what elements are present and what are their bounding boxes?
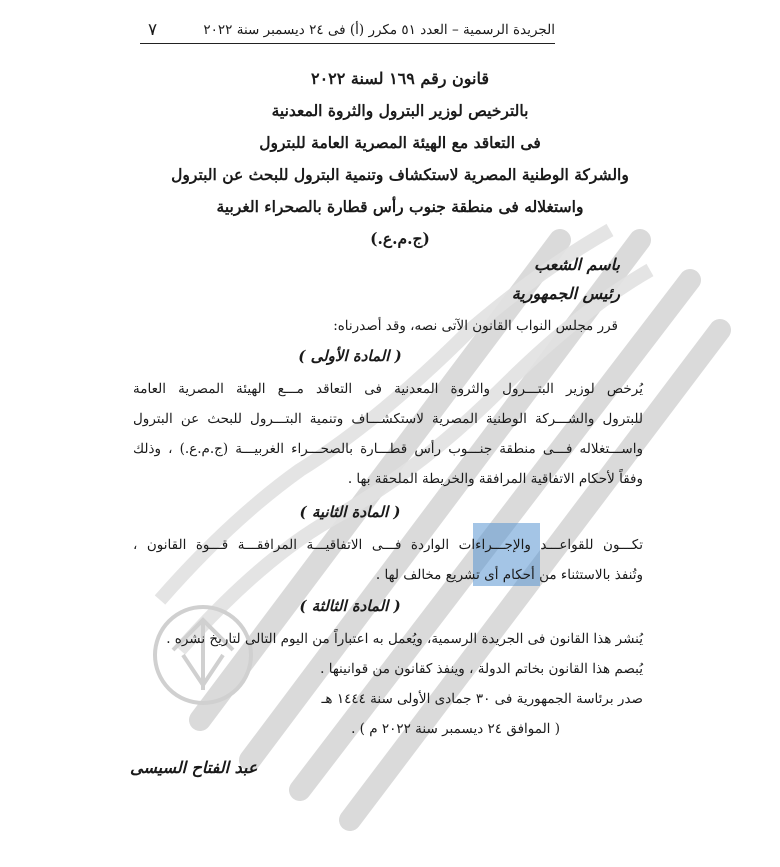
article-3-line: يُنشر هذا القانون فى الجريدة الرسمية، ويُعمل به اعتباراً من اليوم التالى لتاريخ نشره . bbox=[166, 631, 643, 647]
gregorian-date-line: ( الموافق ٢٤ ديسمبر سنة ٢٠٢٢ م ) . bbox=[351, 721, 560, 737]
president-signature-name: عبد الفتاح السيسى bbox=[130, 758, 258, 777]
law-title: قانون رقم ١٦٩ لسنة ٢٠٢٢ bbox=[310, 69, 489, 88]
president-title: رئيس الجمهورية bbox=[511, 284, 620, 303]
article-1-line: للبترول والشـــركة الوطنية المصرية لاستكشـــاف وتنمية البتـــرول للبحث عن البترول bbox=[133, 411, 643, 427]
title-line: فى التعاقد مع الهيئة المصرية العامة للبترول bbox=[259, 133, 541, 152]
article-1-line: واســـتغلاله فـــى منطقة جنـــوب رأس قطـــارة بالصحـــراء الغربيـــة (ج.م.ع.) ، وذلك bbox=[133, 441, 643, 457]
issue-date-line: صدر برئاسة الجمهورية فى ٣٠ جمادى الأولى سنة ١٤٤٤ هـ bbox=[321, 691, 643, 707]
title-line: والشركة الوطنية المصرية لاستكشاف وتنمية البترول للبحث عن البترول bbox=[171, 165, 629, 184]
article-1-line: وفقاً لأحكام الاتفاقية المرافقة والخريطة الملحقة بها . bbox=[347, 471, 643, 487]
law-title-block bbox=[120, 63, 680, 255]
article-1-heading: ( المادة الأولى ) bbox=[298, 347, 402, 365]
title-line: بالترخيص لوزير البترول والثروة المعدنية bbox=[271, 101, 529, 120]
article-3-line: يُبصم هذا القانون بخاتم الدولة ، وينفذ كقانون من قوانينها . bbox=[320, 661, 643, 677]
article-2-line: وتُنفذ بالاستثناء من أحكام أى تشريع مخالف لها . bbox=[375, 567, 643, 583]
article-2-line: تكـــون للقواعـــد والإجـــراءات الواردة فـــى الاتفاقيـــة المرافقـــة قـــوة القانون ، bbox=[133, 537, 643, 553]
header-divider bbox=[140, 43, 555, 44]
in-name-of-people: باسم الشعب bbox=[534, 255, 620, 274]
article-2-heading: ( المادة الثانية ) bbox=[299, 503, 401, 521]
title-line: واستغلاله فى منطقة جنوب رأس قطارة بالصحراء الغربية bbox=[216, 197, 584, 216]
article-1-line: يُرخص لوزير البتـــرول والثروة المعدنية فى التعاقد مـــع الهيئة المصرية العامة bbox=[133, 381, 643, 397]
page-header bbox=[140, 18, 555, 44]
article-3-heading: ( المادة الثالثة ) bbox=[299, 597, 401, 615]
title-line: (ج.م.ع.) bbox=[370, 229, 430, 248]
preamble-intro: قرر مجلس النواب القانون الآتى نصه، وقد أصدرناه: bbox=[333, 318, 618, 334]
header-text: الجريدة الرسمية – العدد ٥١ مكرر (أ) فى ٢٤ ديسمبر سنة ٢٠٢٢ bbox=[203, 22, 555, 38]
page-number: ٧ bbox=[148, 20, 158, 40]
